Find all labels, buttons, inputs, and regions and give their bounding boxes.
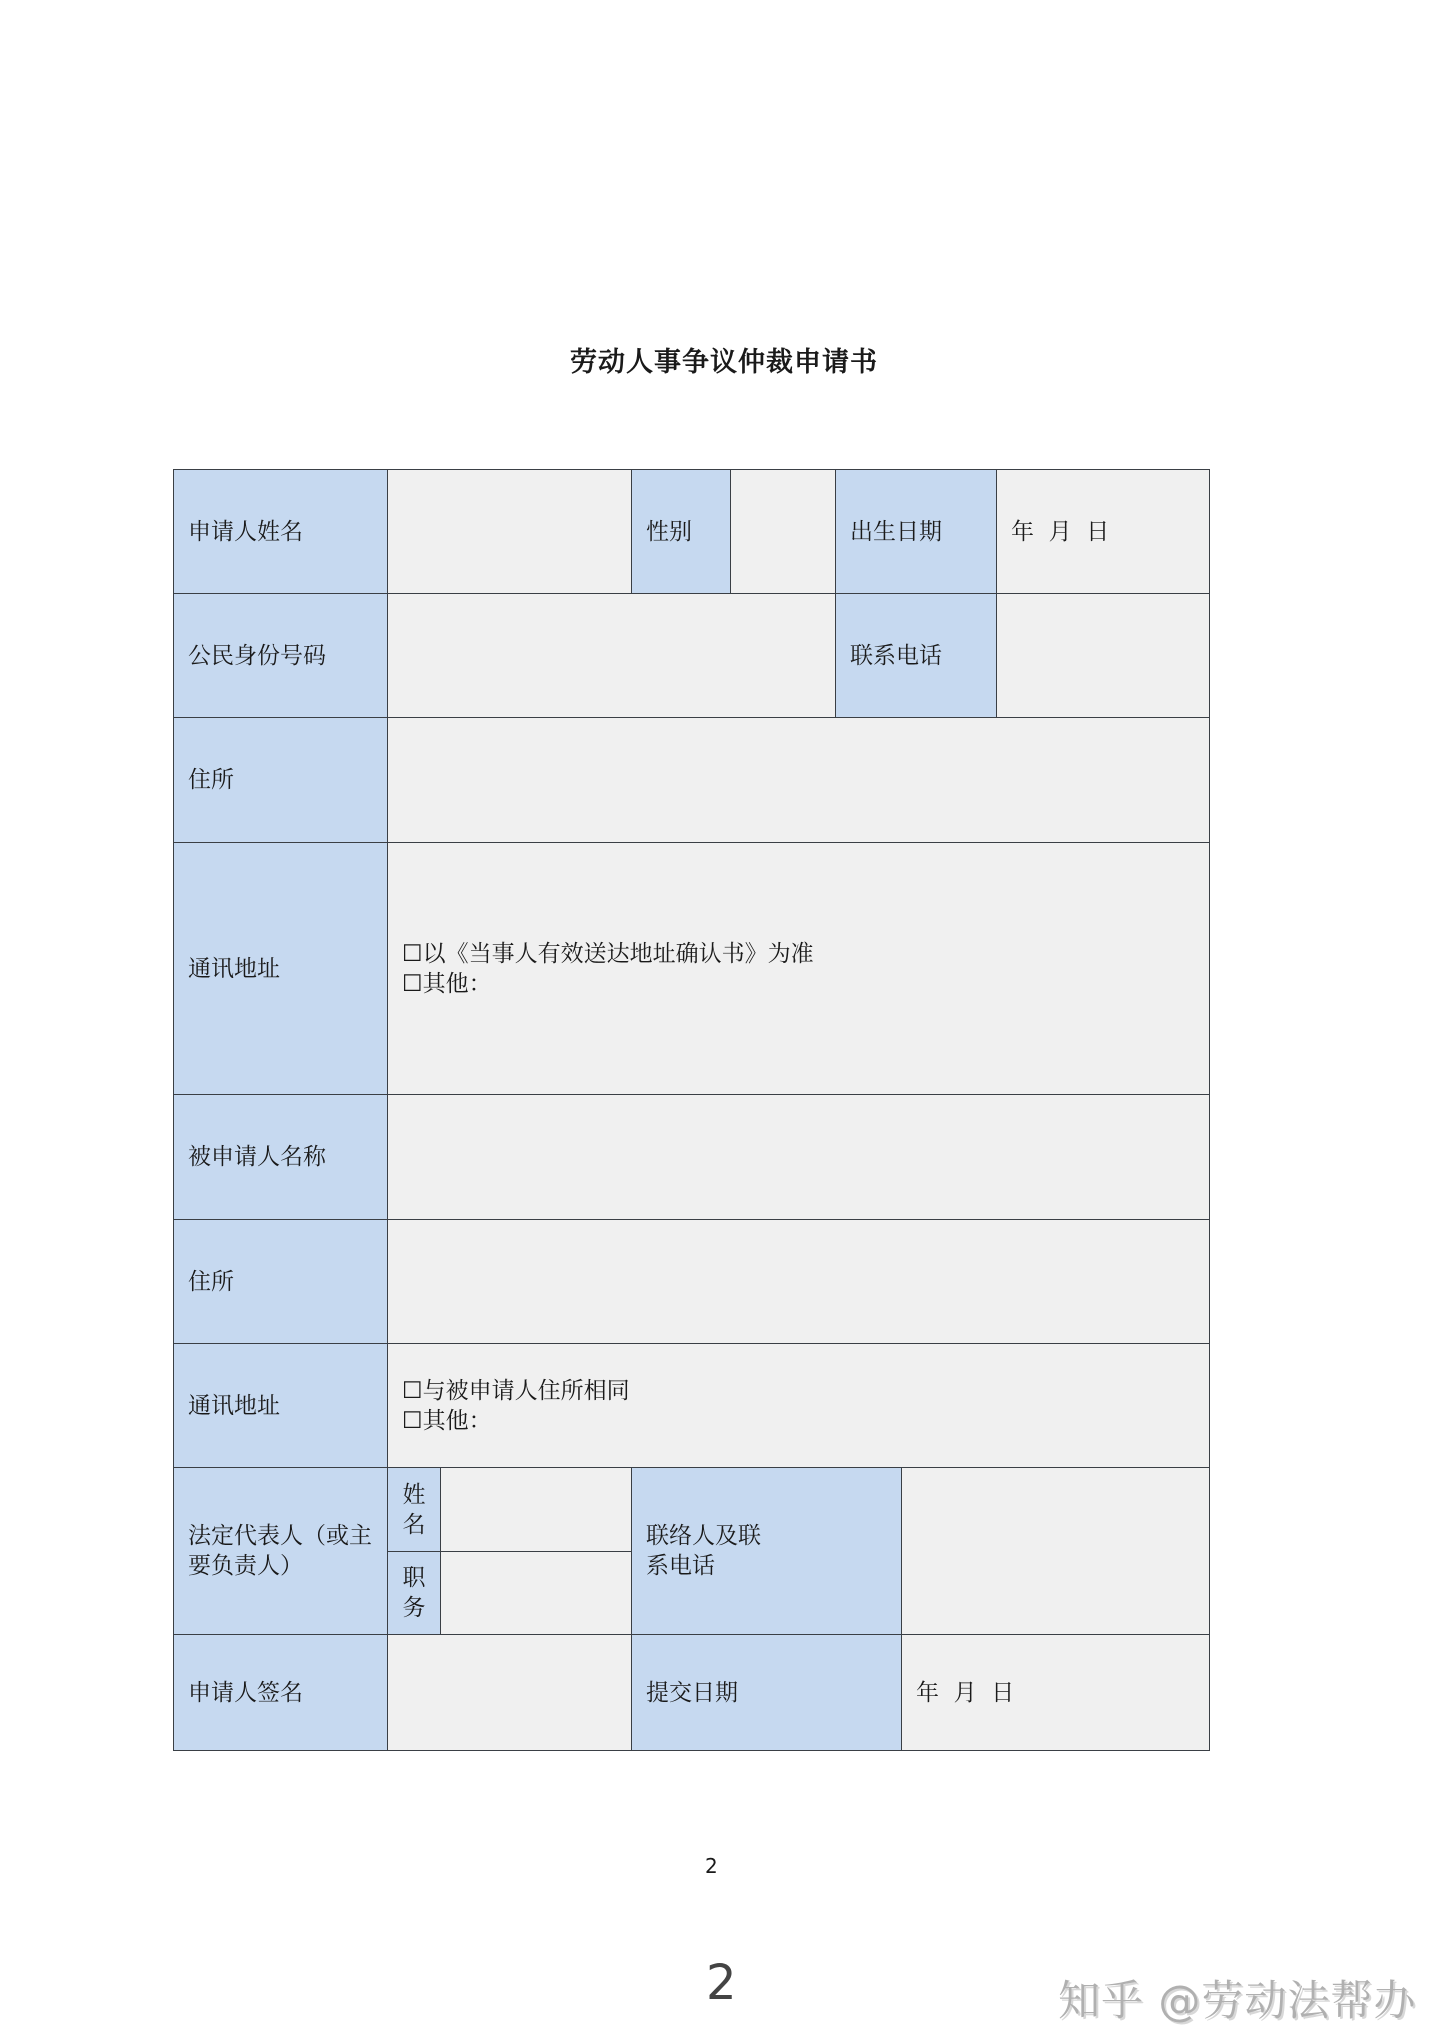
legal-rep-label: 法定代表人（或主要负责人）: [173, 1467, 388, 1635]
residence-field[interactable]: [387, 717, 1210, 843]
respondent-name-label: 被申请人名称: [173, 1094, 388, 1220]
id-number-label: 公民身份号码: [173, 593, 388, 718]
respondent-mailing-same-checkbox[interactable]: ☐与被申请人住所相同: [402, 1377, 630, 1404]
submit-date-field[interactable]: 年 月 日: [901, 1634, 1210, 1751]
mailing-option-other-checkbox[interactable]: ☐其他：: [402, 970, 492, 997]
phone-field[interactable]: [996, 593, 1210, 718]
mailing-option-confirmation-checkbox[interactable]: ☐以《当事人有效送达地址确认书》为准: [402, 940, 814, 967]
document-title: 劳动人事争议仲裁申请书: [570, 347, 878, 378]
respondent-mailing-other-checkbox[interactable]: ☐其他：: [402, 1407, 492, 1434]
residence-label: 住所: [173, 717, 388, 843]
gender-label: 性别: [631, 469, 731, 594]
legal-rep-name-label: [387, 1467, 441, 1552]
contact-person-field[interactable]: [901, 1467, 1210, 1635]
respondent-residence-field[interactable]: [387, 1219, 1210, 1344]
page-number-large: 2: [706, 1955, 737, 2011]
legal-rep-title-field[interactable]: [440, 1551, 632, 1635]
applicant-name-label: 申请人姓名: [173, 469, 388, 594]
id-number-field[interactable]: [387, 593, 836, 718]
mailing-address-options: [387, 842, 1210, 1095]
contact-person-label: 联络人及联系电话: [631, 1467, 902, 1635]
signature-field[interactable]: [387, 1634, 632, 1751]
page-number: 2: [705, 1854, 718, 1878]
legal-rep-name-label-text: 姓名: [402, 1481, 426, 1538]
gender-field[interactable]: [730, 469, 836, 594]
legal-rep-name-field[interactable]: [440, 1467, 632, 1552]
respondent-mailing-label: 通讯地址: [173, 1343, 388, 1468]
legal-rep-title-label: [387, 1551, 441, 1635]
respondent-mailing-options: [387, 1343, 1210, 1468]
applicant-name-field[interactable]: [387, 469, 632, 594]
respondent-name-field[interactable]: [387, 1094, 1210, 1220]
watermark: 知乎 @劳动法帮办: [1058, 1976, 1417, 2025]
birth-date-label: 出生日期: [835, 469, 997, 594]
birth-date-field[interactable]: 年 月 日: [996, 469, 1210, 594]
signature-label: 申请人签名: [173, 1634, 388, 1751]
legal-rep-title-label-text: 职务: [402, 1565, 426, 1621]
submit-date-label: 提交日期: [631, 1634, 902, 1751]
mailing-address-label: 通讯地址: [173, 842, 388, 1095]
phone-label: 联系电话: [835, 593, 997, 718]
respondent-residence-label: 住所: [173, 1219, 388, 1344]
